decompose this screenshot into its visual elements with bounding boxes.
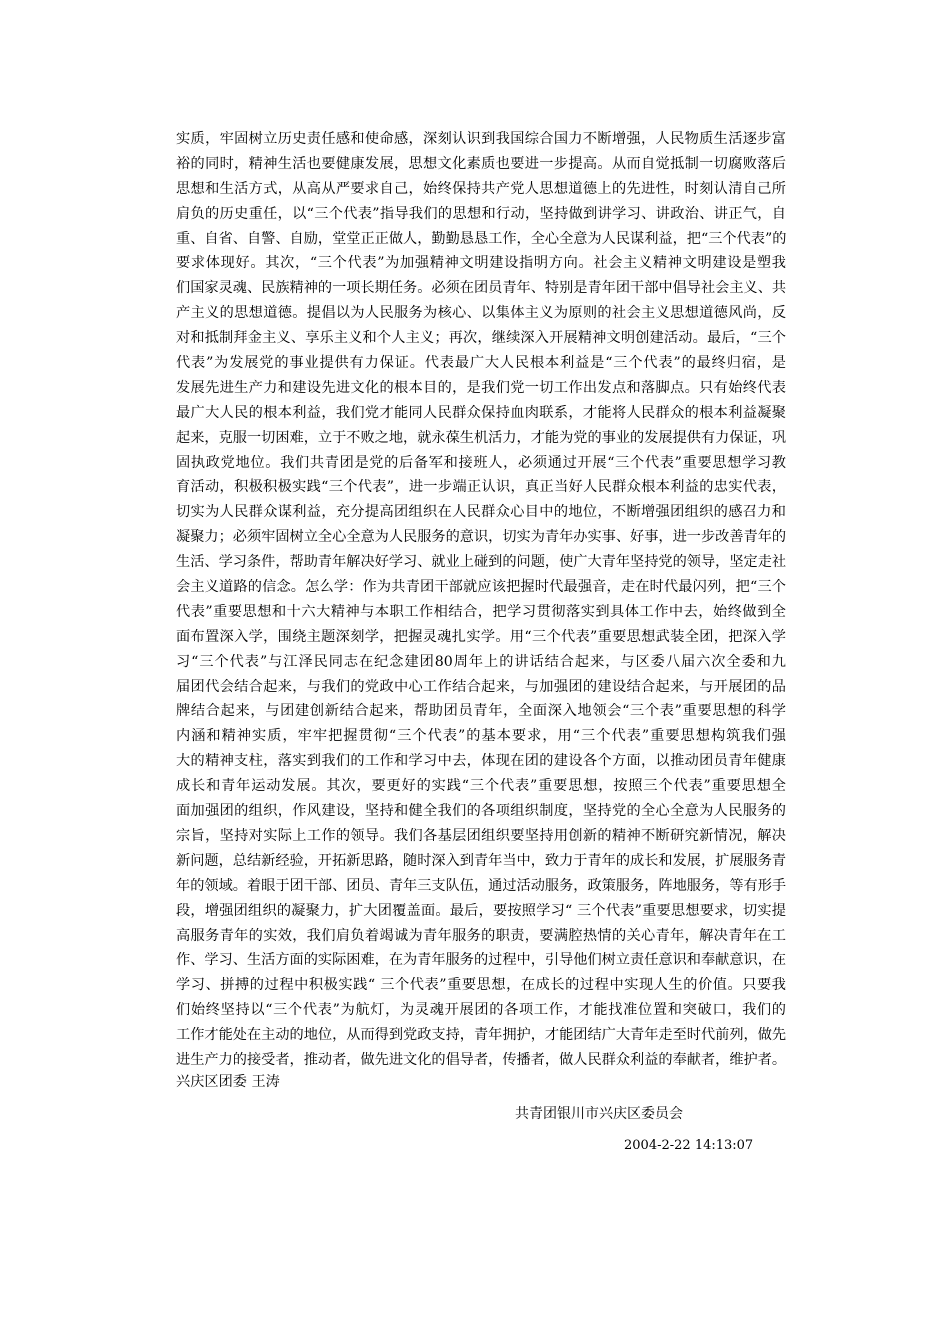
body-line: 大的精神支柱，落实到我们的工作和学习中去，体现在团的建设各个方面，以推动团员青年健康: [176, 753, 786, 770]
body-line: 宗旨，坚持对实际上工作的领导。我们各基层团组织要坚持用创新的精神不断研究新情况，解决: [176, 827, 786, 844]
body-line: 思想和生活方式，从高从严要求自己，始终保持共产党人思想道德上的先进性，时刻认清自己所: [176, 180, 786, 197]
body-line: 凝聚力；必须牢固树立全心全意为人民服务的意识，切实为青年办实事、好事，进一步改善青年的: [176, 529, 786, 546]
body-line: 生活、学习条件，帮助青年解决好学习、就业上碰到的问题，使广大青年坚持党的领导，坚定走社: [176, 554, 786, 571]
body-line: 要求体现好。其次，“三个代表”为加强精神文明建设指明方向。社会主义精神文明建设是塑我: [176, 255, 786, 272]
body-line: 面加强团的组织，作风建设，坚持和健全我们的各项组织制度，坚持党的全心全意为人民服务的: [176, 803, 786, 820]
body-line: 切实为人民群众谋利益，充分提高团组织在人民群众心目中的地位，不断增强团组织的感召力和: [176, 504, 786, 521]
body-line: 面布置深入学，围绕主题深刻学，把握灵魂扎实学。用“三个代表”重要思想武装全团，把深入学: [176, 628, 786, 645]
body-line: 起来，克服一切困难，立于不败之地，就永葆生机活力，才能为党的事业的发展提供有力保证，巩: [176, 429, 786, 446]
author-signature: 兴庆区团委 王涛: [176, 1074, 280, 1090]
body-line: 裕的同时，精神生活也要健康发展，思想文化素质也要进一步提高。从而自觉抵制一切腐败落后: [176, 155, 786, 172]
body-line: 高服务青年的实效，我们肩负着竭诚为青年服务的职责，要满腔热情的关心青年，解决青年在工: [176, 927, 786, 944]
body-line: 学习、拼搏的过程中积极实践“ 三个代表”重要思想，在成长的过程中实现人生的价值。只要我: [176, 977, 786, 994]
body-line: 重、自省、自警、自励，堂堂正正做人，勤勤恳恳工作，全心全意为人民谋利益，把“三个代表”的: [176, 230, 786, 247]
body-line: 育活动，积极积极实践“三个代表”，进一步端正认识，真正当好人民群众根本利益的忠实代表，: [176, 479, 786, 496]
organization-name: 共青团银川市兴庆区委员会: [515, 1106, 683, 1122]
body-line: 肩负的历史重任，以“三个代表”指导我们的思想和行动，坚持做到讲学习、讲政治、讲正气，自: [176, 205, 786, 222]
body-line: 会主义道路的信念。怎么学：作为共青团干部就应该把握时代最强音，走在时代最闪列，把“三个: [176, 579, 786, 596]
body-line: 产主义的思想道德。提倡以为人民服务为核心、以集体主义为原则的社会主义思想道德风尚，反: [176, 305, 786, 322]
body-line: 代表”为发展党的事业提供有力保证。代表最广大人民根本利益是“三个代表”的最终归宿，是: [176, 355, 786, 372]
article-body: [176, 127, 786, 1073]
body-line: 牌结合起来，与团建创新结合起来，帮助团员青年，全面深入地领会“三个表”重要思想的科学: [176, 703, 786, 720]
publish-timestamp: 2004-2-22 14:13:07: [624, 1138, 754, 1153]
body-line: 内涵和精神实质，牢牢把握贯彻“三个代表”的基本要求，用“三个代表”重要思想构筑我们强: [176, 728, 786, 745]
body-line: 最广大人民的根本利益，我们党才能同人民群众保持血肉联系，才能将人民群众的根本利益凝聚: [176, 404, 786, 421]
body-line: 发展先进生产力和建设先进文化的根本目的，是我们党一切工作出发点和落脚点。只有始终代表: [176, 379, 786, 396]
body-line: 们始终坚持以“三个代表”为航灯，为灵魂开展团的各项工作，才能找准位置和突破口，我们的: [176, 1002, 786, 1019]
body-line: 工作才能处在主动的地位，从而得到党政支持，青年拥护，才能团结广大青年走至时代前列，做先: [176, 1027, 786, 1044]
body-line: 成长和青年运动发展。其次，要更好的实践“三个代表”重要思想，按照三个代表”重要思想全: [176, 778, 786, 795]
body-line: 段，增强团组织的凝聚力，扩大团覆盖面。最后，要按照学习“ 三个代表”重要思想要求，切实提: [176, 902, 786, 919]
body-line: 固执政党地位。我们共青团是党的后备军和接班人，必须通过开展“三个代表”重要思想学习教: [176, 454, 786, 471]
body-line: 实质，牢固树立历史责任感和使命感，深刻认识到我国综合国力不断增强，人民物质生活逐步富: [176, 131, 786, 147]
body-line: 习“三个代表”与江泽民同志在纪念建团80周年上的讲话结合起来，与区委八届六次全委和九: [176, 653, 786, 670]
body-line: 代表”重要思想和十六大精神与本职工作相结合，把学习贯彻落实到具体工作中去，始终做到全: [176, 603, 786, 620]
body-line: 年的领域。着眼于团干部、团员、青年三支队伍，通过活动服务，政策服务，阵地服务，等有形手: [176, 877, 786, 894]
body-line: 届团代会结合起来，与我们的党政中心工作结合起来，与加强团的建设结合起来，与开展团的品: [176, 678, 786, 695]
body-line: 们国家灵魂、民族精神的一项长期任务。必须在团员青年、特别是青年团干部中倡导社会主义、共: [176, 280, 786, 297]
body-line: 进生产力的接受者，推动者，做先进文化的倡导者，传播者，做人民群众利益的奉献者，维护者。: [176, 1051, 786, 1068]
body-line: 新问题，总结新经验，开拓新思路，随时深入到青年当中，致力于青年的成长和发展，扩展服务青: [176, 852, 786, 869]
body-line: 作、学习、生活方面的实际困难，在为青年服务的过程中，引导他们树立责任意识和奉献意识，在: [176, 952, 786, 969]
body-line: 对和抵制拜金主义、享乐主义和个人主义；再次，继续深入开展精神文明创建活动。最后，“三个: [176, 330, 786, 347]
